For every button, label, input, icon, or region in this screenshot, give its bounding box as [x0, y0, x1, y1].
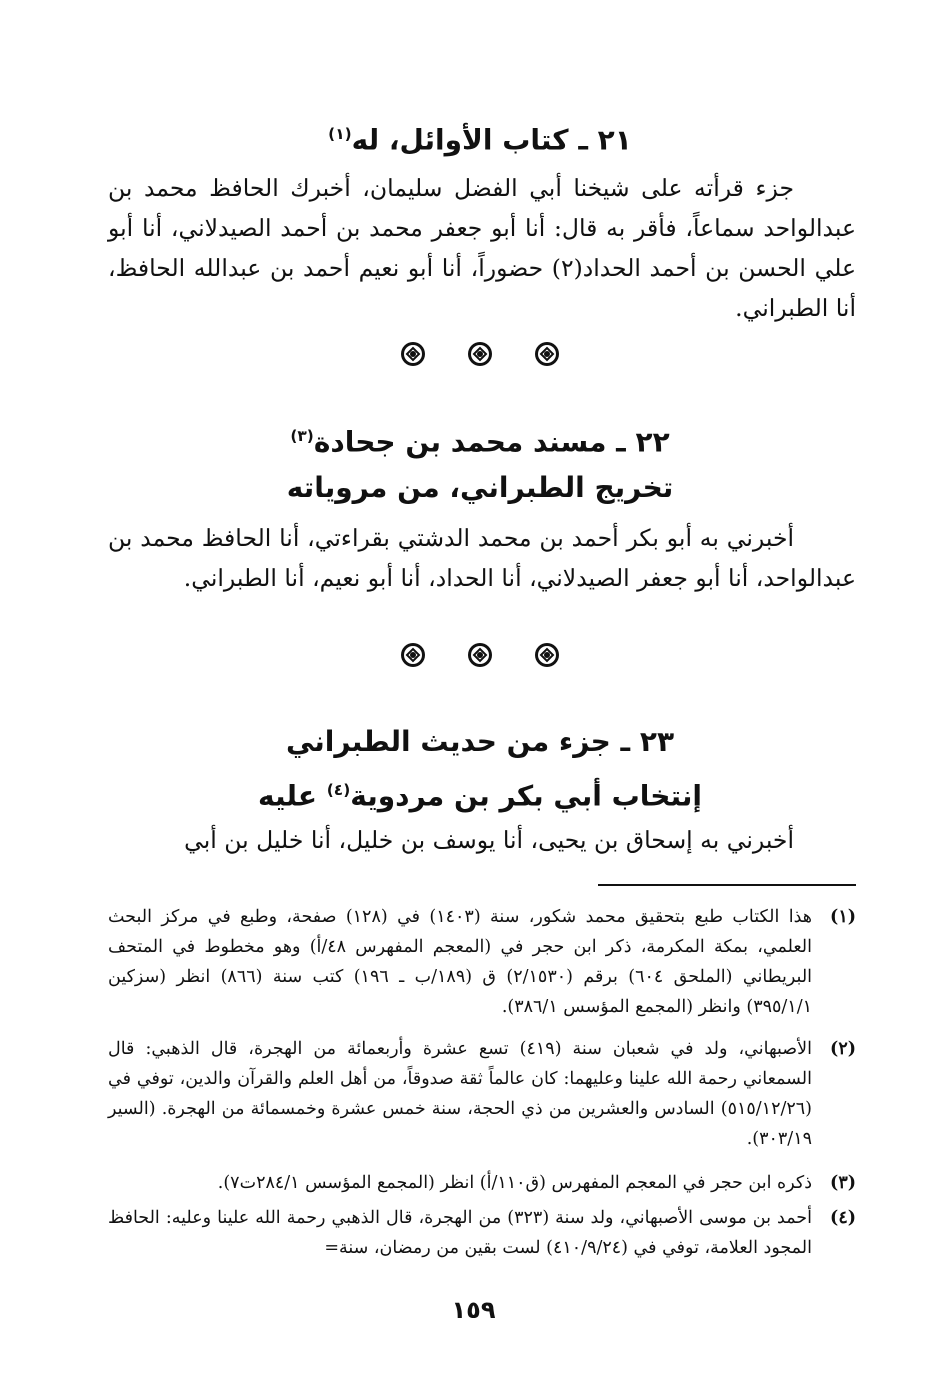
footnote-ref-3: (٣) [290, 427, 314, 445]
rosette-ornament-icon [467, 642, 493, 668]
rosette-ornament-icon [467, 341, 493, 367]
section-22-title-text: ٢٢ ـ مسند محمد بن جحادة [313, 425, 670, 459]
section-21-title-text: ٢١ ـ كتاب الأوائل، له [351, 123, 632, 157]
footnote-number: (٢) [830, 1039, 856, 1059]
section-21-title [100, 112, 860, 162]
footnote-ref-4: (٤) [326, 781, 351, 799]
rosette-ornament-icon [400, 341, 426, 367]
ornament-separator-1 [400, 341, 560, 367]
footnote-1 [108, 902, 856, 1022]
section-22-body: أخبرني به أبو بكر أحمد بن محمد الدشتي بقراءتي، أنا الحافظ محمد بن عبدالواحد، أنا أبو جعفر الصيدلاني، أنا الحداد، أنا أبو نعيم، أنا الطبراني. [108, 524, 856, 592]
footnote-number: (٣) [830, 1173, 856, 1193]
footnote-divider [598, 884, 856, 886]
footnote-3 [108, 1168, 856, 1198]
footnote-ref-1: (١) [328, 125, 352, 143]
page-number: ١٥٩ [451, 1296, 496, 1324]
rosette-ornament-icon [400, 642, 426, 668]
section-23-body: أخبرني به إسحاق بن يحيى، أنا يوسف بن خليل، أنا خليل بن أبي [184, 826, 794, 854]
footnote-4 [108, 1203, 856, 1263]
footnote-text: ذكره ابن حجر في المعجم المفهرس (ق١١٠/أ) انظر (المجمع المؤسس ٢٨٤/١ت٧). [217, 1173, 812, 1193]
section-23-subtitle [100, 768, 860, 818]
rosette-ornament-icon [534, 341, 560, 367]
ornament-separator-2 [400, 642, 560, 668]
footnote-number: (٤) [830, 1208, 856, 1228]
rosette-ornament-icon [534, 642, 560, 668]
footnote-number: (١) [830, 907, 856, 927]
footnote-text: أحمد بن موسى الأصبهاني، ولد سنة (٣٢٣) من الهجرة، قال الذهبي رحمة الله علينا وعليه: الحافظ المجود العلامة، توفي في (٤١٠/٩/٢٤) لست بقين من رمضان، سنة= [108, 1208, 812, 1258]
section-23-subtitle-text: إنتخاب أبي بكر بن مردوية [350, 779, 702, 813]
footnote-2 [108, 1034, 856, 1154]
section-22-subtitle: تخريج الطبراني، من مروياته [286, 471, 674, 504]
footnote-text: الأصبهاني، ولد في شعبان سنة (٤١٩) تسع عشرة وأربعمائة من الهجرة، قال الذهبي: قال السمعاني رحمة الله علينا وعليهما: كان عالماً ثقة صدوقاً، من أهل العلم والقرآن والدين، توفي في (٥١٥/١٢/٢٦) السادس والعشرين من ذي الحجة، سنة خمس عشرة وخمسمائة من الهجرة. (السير ٣٠٣/١٩). [108, 1039, 812, 1149]
section-23-title: ٢٣ ـ جزء من حديث الطبراني [285, 725, 675, 758]
section-22-title [100, 414, 860, 464]
footnote-text: هذا الكتاب طبع بتحقيق محمد شكور، سنة (١٤٠٣) في (١٢٨) صفحة، وطبع في مركز البحث العلمي، بمكة المكرمة، ذكر ابن حجر في (المعجم المفهرس ٤٨/أ) وهو مخطوط في المتحف البريطاني (الملحق ٦٠٤) برقم (٢/١٥٣٠) ق (١٨٩/ب ـ ١٩٦) كتب سنة (٨٦٦) انظر (سزكين ٣٩٥/١/١) وانظر (المجمع المؤسس ٣٨٦/١). [108, 907, 813, 1017]
section-21-body: جزء قرأته على شيخنا أبي الفضل سليمان، أخبرك الحافظ محمد بن عبدالواحد سماعاً، فأقر به قال: أنا أبو جعفر محمد بن أحمد الصيدلاني، أنا أبو علي الحسن بن أحمد الحداد(٢) حضوراً، أنا أبو نعيم أحمد بن عبدالله الحافظ، أنا الطبراني. [108, 174, 856, 322]
section-23-subtitle-end: عليه [258, 779, 317, 813]
